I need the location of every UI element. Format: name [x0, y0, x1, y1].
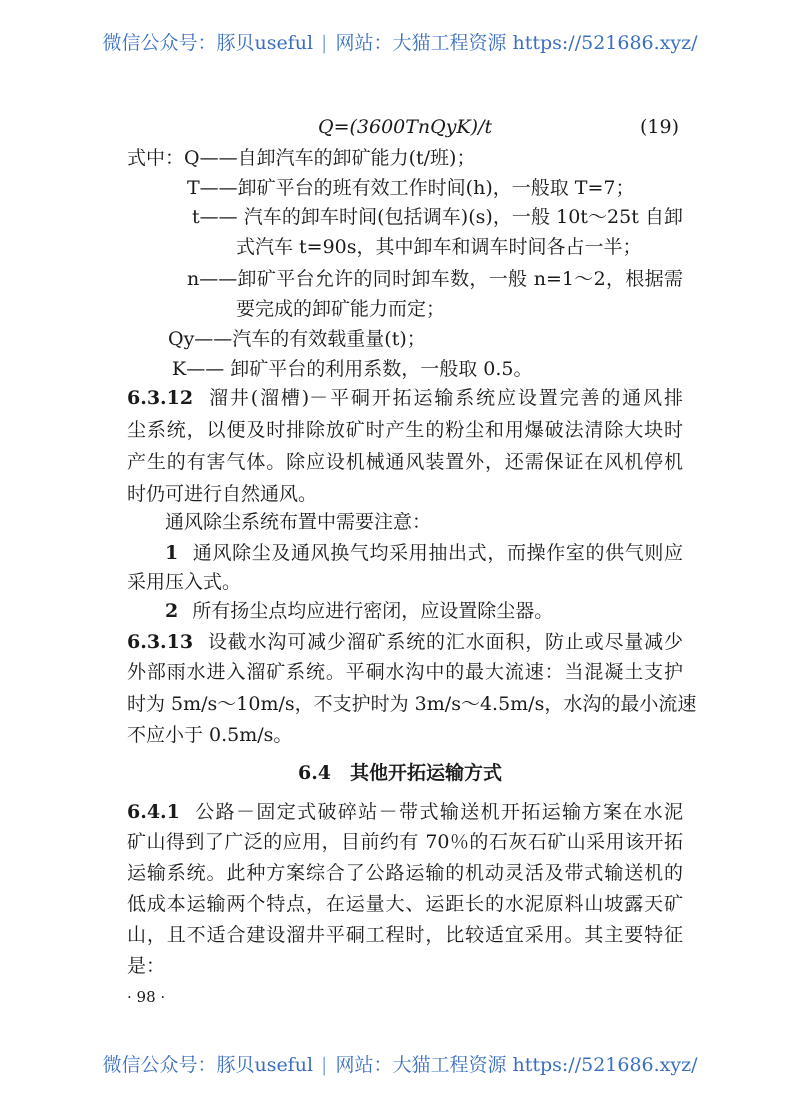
- paragraph-line: 运输系统。此种方案综合了公路运输的机动灵活及带式输送机的: [127, 862, 683, 884]
- note-line: 通风除尘系统布置中需要注意：: [165, 511, 432, 533]
- paragraph-line: 外部雨水进入溜矿系统。平硐水沟中的最大流速：当混凝土支护: [127, 661, 683, 683]
- page-number: · 98 ·: [127, 988, 166, 1006]
- clause-text: 公路－固定式破碎站－带式输送机开拓运输方案在水泥: [193, 801, 683, 823]
- formula: Q=(3600TnQyK)/t: [318, 116, 493, 138]
- legend-line: K—— 卸矿平台的利用系数，一般取 0.5。: [172, 358, 533, 380]
- paragraph-line: 低成本运输两个特点，在运量大、运距长的水泥原料山坡露天矿: [127, 893, 683, 915]
- paragraph-line: 产生的有害气体。除应设机械通风装置外，还需保证在风机停机: [127, 451, 683, 473]
- legend-line: 式汽车 t=90s，其中卸车和调车时间各占一半；: [236, 236, 642, 258]
- legend-line: n——卸矿平台允许的同时卸车数，一般 n=1～2，根据需: [187, 268, 683, 290]
- list-text: 通风除尘及通风换气均采用抽出式，而操作室的供气则应: [192, 542, 683, 564]
- clause-text: 设截水沟可减少溜矿系统的汇水面积，防止或尽量减少: [207, 631, 683, 653]
- legend-line: Qy——汽车的有效载重量(t)；: [168, 328, 426, 350]
- formula-number: (19): [640, 116, 680, 138]
- watermark-site: 网站：大猫工程资源 https://521686.xyz/: [335, 1054, 698, 1076]
- watermark-separator: |: [321, 32, 328, 54]
- paragraph-line: 不应小于 0.5m/s。: [127, 724, 293, 746]
- legend-line: t—— 汽车的卸车时间(包括调车)(s)，一般 10t～25t 自卸: [192, 206, 683, 228]
- watermark-top: [0, 28, 800, 55]
- clause-6-3-12: [127, 386, 683, 410]
- list-number: 1: [165, 542, 179, 564]
- section-heading: 6.4 其他开拓运输方式: [297, 762, 503, 784]
- clause-6-3-13: [127, 630, 683, 654]
- legend-line: 要完成的卸矿能力而定；: [236, 298, 446, 320]
- paragraph-line: 时仍可进行自然通风。: [127, 483, 318, 505]
- legend-line: T——卸矿平台的班有效工作时间(h)，一般取 T=7；: [187, 177, 635, 199]
- clause-6-4-1: [127, 800, 683, 824]
- clause-text: 溜井(溜槽)－平硐开拓运输系统应设置完善的通风排: [207, 387, 683, 409]
- watermark-site: 网站：大猫工程资源 https://521686.xyz/: [335, 32, 698, 54]
- paragraph-line: 矿山得到了广泛的应用，目前约有 70％的石灰石矿山采用该开拓: [127, 831, 683, 853]
- clause-number: 6.3.12: [127, 387, 194, 409]
- legend-line: 式中：Q——自卸汽车的卸矿能力(t/班)；: [127, 147, 476, 169]
- watermark-bottom: [0, 1050, 800, 1077]
- paragraph-line: 采用压入式。: [127, 571, 242, 593]
- list-text: 所有扬尘点均应进行密闭，应设置除尘器。: [192, 600, 554, 622]
- clause-number: 6.3.13: [127, 631, 194, 653]
- paragraph-line: 是：: [127, 955, 166, 977]
- watermark-wechat: 微信公众号：豚贝useful: [102, 1054, 314, 1076]
- paragraph-line: 尘系统，以便及时排除放矿时产生的粉尘和用爆破法清除大块时: [127, 419, 683, 441]
- paragraph-line: 时为 5m/s～10m/s，不支护时为 3m/s～4.5m/s，水沟的最小流速: [127, 693, 697, 715]
- list-item-1: [165, 541, 683, 565]
- list-item-2: [165, 599, 553, 623]
- watermark-separator: |: [321, 1054, 328, 1076]
- clause-number: 6.4.1: [127, 801, 180, 823]
- list-number: 2: [165, 600, 179, 622]
- watermark-wechat: 微信公众号：豚贝useful: [102, 32, 314, 54]
- paragraph-line: 山，且不适合建设溜井平硐工程时，比较适宜采用。其主要特征: [127, 924, 683, 946]
